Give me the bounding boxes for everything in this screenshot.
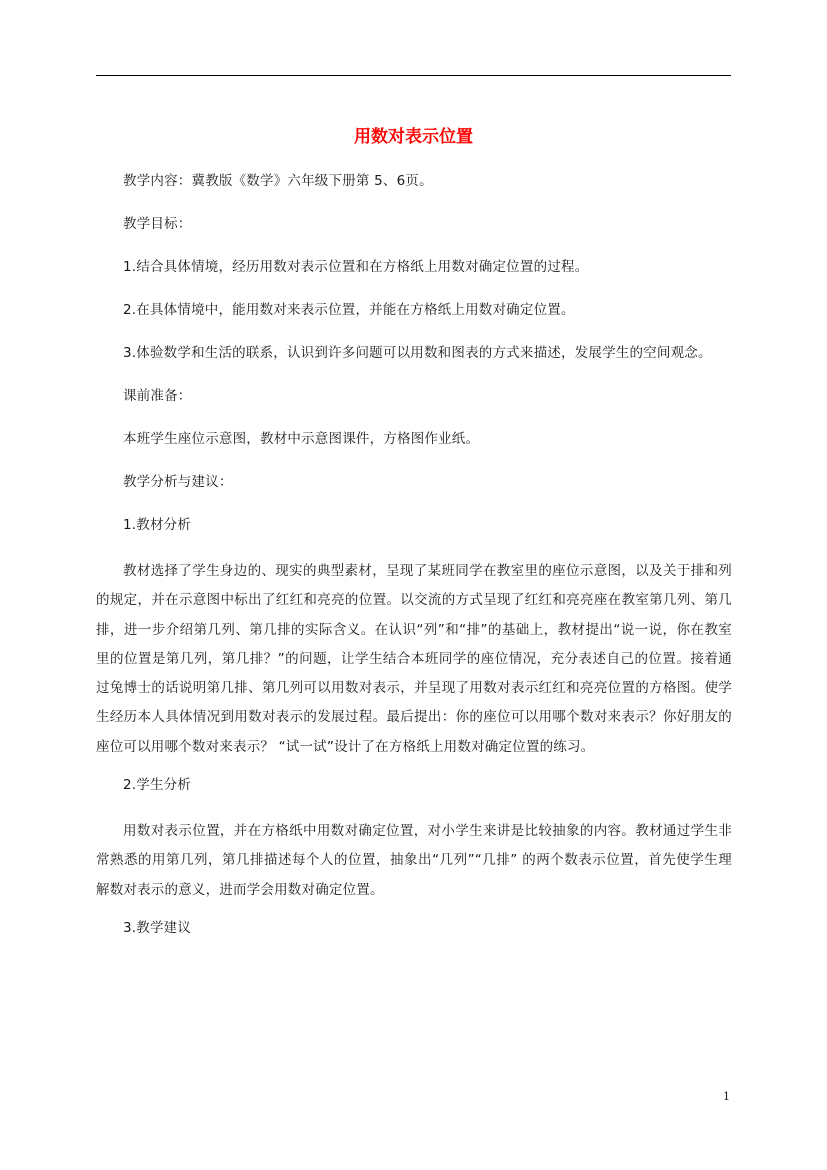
paragraph-material-analysis-heading: 1.教材分析 bbox=[123, 517, 192, 533]
paragraph-goal-1: 1.结合具体情境，经历用数对表示位置和在方格纸上用数对确定位置的过程。 bbox=[123, 259, 589, 275]
paragraph-teaching-suggestion-heading: 3.教学建议 bbox=[123, 919, 192, 936]
paragraph-preparation-heading: 课前准备： bbox=[123, 388, 192, 404]
paragraph-teaching-content: 教学内容：冀教版《数学》六年级下册第 5、6页。 bbox=[123, 173, 433, 189]
paragraph-material-analysis: 教材选择了学生身边的、现实的典型素材，呈现了某班同学在教室里的座位示意图，以及关于排和列的规定，并在示意图中标出了红红和亮亮的位置。以交流的方式呈现了红红和亮亮座在教室第几列、第几排，进一步介绍第几列、第几排的实际含义。在认识“列”和“排”的基础上，教材提出“说一说，你在教室里的位置是第几列，第几排？”的问题，让学生结合本班同学的座位情况，充分表述自己的位置。接着通过兔博士的话说明第几排、第几列可以用数对表示，并呈现了用数对表示红红和亮亮位置的方格图。使学生经历本人具体情况到用数对表示的发展过程。最后提出：你的座位可以用哪个数对来表示？你好朋友的座位可以用哪个数对来表示？ “试一试”设计了在方格纸上用数对确定位置的练习。 bbox=[96, 563, 732, 755]
document-body bbox=[96, 170, 732, 960]
document-title: 用数对表示位置 bbox=[354, 127, 473, 147]
paragraph-goal-3: 3.体验数学和生活的联系，认识到许多问题可以用数和图表的方式来描述，发展学生的空间观念。 bbox=[123, 345, 712, 361]
paragraph-teaching-goals-heading: 教学目标： bbox=[123, 216, 192, 232]
paragraph-analysis-heading: 教学分析与建议： bbox=[123, 474, 233, 490]
header-rule bbox=[96, 75, 731, 76]
paragraph-student-analysis-heading: 2.学生分析 bbox=[123, 777, 192, 794]
paragraph-preparation: 本班学生座位示意图，教材中示意图课件，方格图作业纸。 bbox=[123, 431, 480, 447]
paragraph-goal-2: 2.在具体情境中，能用数对来表示位置，并能在方格纸上用数对确定位置。 bbox=[123, 302, 575, 318]
paragraph-student-analysis: 用数对表示位置，并在方格纸中用数对确定位置，对小学生来讲是比较抽象的内容。教材通过学生非常熟悉的用第几列，第几排描述每个人的位置，抽象出“几列”“几排” 的两个数表示位置，首先使学生理解数对表示的意义，进而学会用数对确定位置。 bbox=[96, 823, 732, 898]
page-number: 1 bbox=[723, 1090, 730, 1103]
